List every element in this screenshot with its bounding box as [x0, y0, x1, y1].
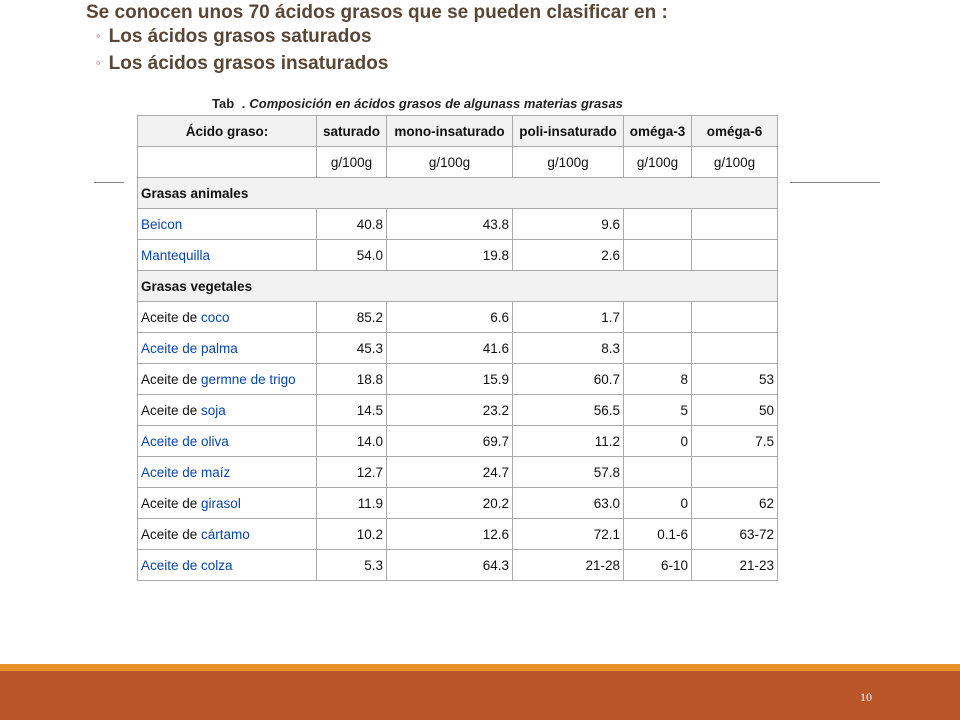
value-cell: 6.6 — [387, 302, 513, 333]
fat-name-cell — [138, 457, 317, 488]
value-cell: 23.2 — [387, 395, 513, 426]
column-header: Ácido graso: — [138, 116, 317, 147]
table-row — [138, 426, 778, 457]
footer-accent-bar — [0, 664, 960, 671]
value-cell: 14.5 — [317, 395, 387, 426]
value-cell: 8 — [624, 364, 692, 395]
table-row — [138, 488, 778, 519]
fatty-acid-table — [137, 115, 778, 581]
value-cell: 8.3 — [513, 333, 624, 364]
value-cell: 7.5 — [692, 426, 778, 457]
value-cell — [692, 333, 778, 364]
value-cell: 40.8 — [317, 209, 387, 240]
table-row — [138, 333, 778, 364]
value-cell: 24.7 — [387, 457, 513, 488]
value-cell: 14.0 — [317, 426, 387, 457]
bullet-icon: ◦ — [96, 28, 101, 43]
column-header: saturado — [317, 116, 387, 147]
fat-name-cell — [138, 364, 317, 395]
value-cell: 69.7 — [387, 426, 513, 457]
value-cell: 11.2 — [513, 426, 624, 457]
value-cell: 5 — [624, 395, 692, 426]
value-cell: 2.6 — [513, 240, 624, 271]
fat-name-prefix: Aceite de — [141, 526, 202, 542]
value-cell: 0.1-6 — [624, 519, 692, 550]
header-row — [138, 116, 778, 147]
fat-name-cell — [138, 395, 317, 426]
section-title: Grasas animales — [138, 178, 778, 209]
fat-name-link[interactable]: Aceite de palma — [141, 340, 238, 356]
fat-name-cell — [138, 426, 317, 457]
table-row — [138, 395, 778, 426]
fat-name-link[interactable]: Mantequilla — [141, 247, 211, 263]
value-cell: 72.1 — [513, 519, 624, 550]
unit-cell: g/100g — [692, 147, 778, 178]
value-cell — [624, 240, 692, 271]
value-cell: 6-10 — [624, 550, 692, 581]
value-cell: 0 — [624, 426, 692, 457]
fat-name-prefix: Aceite de — [141, 495, 202, 511]
table-row — [138, 240, 778, 271]
value-cell: 50 — [692, 395, 778, 426]
table-row — [138, 302, 778, 333]
bullet-item: ◦ Los ácidos grasos insaturados — [96, 53, 389, 74]
value-cell: 11.9 — [317, 488, 387, 519]
divider-left — [94, 182, 124, 183]
fat-name-link[interactable]: girasol — [201, 495, 241, 511]
column-header: oméga-3 — [624, 116, 692, 147]
table-row — [138, 364, 778, 395]
value-cell — [692, 240, 778, 271]
table-caption — [212, 96, 623, 111]
fat-name-cell — [138, 302, 317, 333]
fat-name-cell — [138, 240, 317, 271]
value-cell: 57.8 — [513, 457, 624, 488]
fat-name-prefix: Aceite de — [141, 371, 202, 387]
unit-cell: g/100g — [387, 147, 513, 178]
value-cell: 12.6 — [387, 519, 513, 550]
value-cell — [624, 209, 692, 240]
fat-name-link[interactable]: Aceite de maíz — [141, 464, 231, 480]
value-cell — [624, 302, 692, 333]
fat-name-link[interactable]: Aceite de oliva — [141, 433, 229, 449]
value-cell — [692, 457, 778, 488]
value-cell: 41.6 — [387, 333, 513, 364]
value-cell: 54.0 — [317, 240, 387, 271]
value-cell: 43.8 — [387, 209, 513, 240]
value-cell: 64.3 — [387, 550, 513, 581]
value-cell: 9.6 — [513, 209, 624, 240]
unit-cell: g/100g — [513, 147, 624, 178]
value-cell: 18.8 — [317, 364, 387, 395]
value-cell: 56.5 — [513, 395, 624, 426]
value-cell: 21-28 — [513, 550, 624, 581]
value-cell: 12.7 — [317, 457, 387, 488]
fat-name-prefix: Aceite de — [141, 402, 202, 418]
value-cell — [624, 333, 692, 364]
bullet-icon: ◦ — [96, 55, 101, 70]
fat-name-prefix: Aceite de — [141, 309, 202, 325]
column-header: poli-insaturado — [513, 116, 624, 147]
value-cell: 63.0 — [513, 488, 624, 519]
fat-name-link[interactable]: Aceite de colza — [141, 557, 233, 573]
fat-name-cell — [138, 333, 317, 364]
units-row — [138, 147, 778, 178]
unit-cell — [138, 147, 317, 178]
unit-cell: g/100g — [624, 147, 692, 178]
value-cell: 10.2 — [317, 519, 387, 550]
value-cell: 45.3 — [317, 333, 387, 364]
column-header: oméga-6 — [692, 116, 778, 147]
value-cell: 0 — [624, 488, 692, 519]
unit-cell: g/100g — [317, 147, 387, 178]
fat-name-link[interactable]: germne de trigo — [201, 371, 296, 387]
table-row — [138, 519, 778, 550]
page-number: 10 — [860, 690, 872, 704]
section-title: Grasas vegetales — [138, 271, 778, 302]
fat-name-link[interactable]: coco — [201, 309, 230, 325]
caption-title: . Composición en ácidos grasos de algunass materias grasas — [242, 96, 623, 111]
value-cell: 85.2 — [317, 302, 387, 333]
column-header: mono-insaturado — [387, 116, 513, 147]
slide-heading: Se conocen unos 70 ácidos grasos que se pueden clasificar en : — [86, 2, 668, 23]
fat-name-cell — [138, 488, 317, 519]
fat-name-link[interactable]: soja — [201, 402, 226, 418]
value-cell: 60.7 — [513, 364, 624, 395]
value-cell: 53 — [692, 364, 778, 395]
table-row — [138, 209, 778, 240]
section-row — [138, 178, 778, 209]
section-row — [138, 271, 778, 302]
fat-name-link[interactable]: Beicon — [141, 216, 183, 232]
value-cell — [692, 302, 778, 333]
value-cell: 5.3 — [317, 550, 387, 581]
value-cell: 1.7 — [513, 302, 624, 333]
value-cell — [624, 457, 692, 488]
table-row — [138, 457, 778, 488]
fat-name-cell — [138, 209, 317, 240]
value-cell — [692, 209, 778, 240]
divider-right — [790, 182, 880, 183]
fat-name-link[interactable]: cártamo — [201, 526, 250, 542]
bullet-list — [96, 25, 388, 79]
value-cell: 20.2 — [387, 488, 513, 519]
value-cell: 62 — [692, 488, 778, 519]
value-cell: 15.9 — [387, 364, 513, 395]
footer-bar — [0, 671, 960, 720]
table-row — [138, 550, 778, 581]
value-cell: 63-72 — [692, 519, 778, 550]
value-cell: 19.8 — [387, 240, 513, 271]
fat-name-cell — [138, 550, 317, 581]
caption-prefix: Tab — [212, 96, 235, 111]
value-cell: 21-23 — [692, 550, 778, 581]
bullet-item: ◦ Los ácidos grasos saturados — [96, 26, 372, 47]
fat-name-cell — [138, 519, 317, 550]
